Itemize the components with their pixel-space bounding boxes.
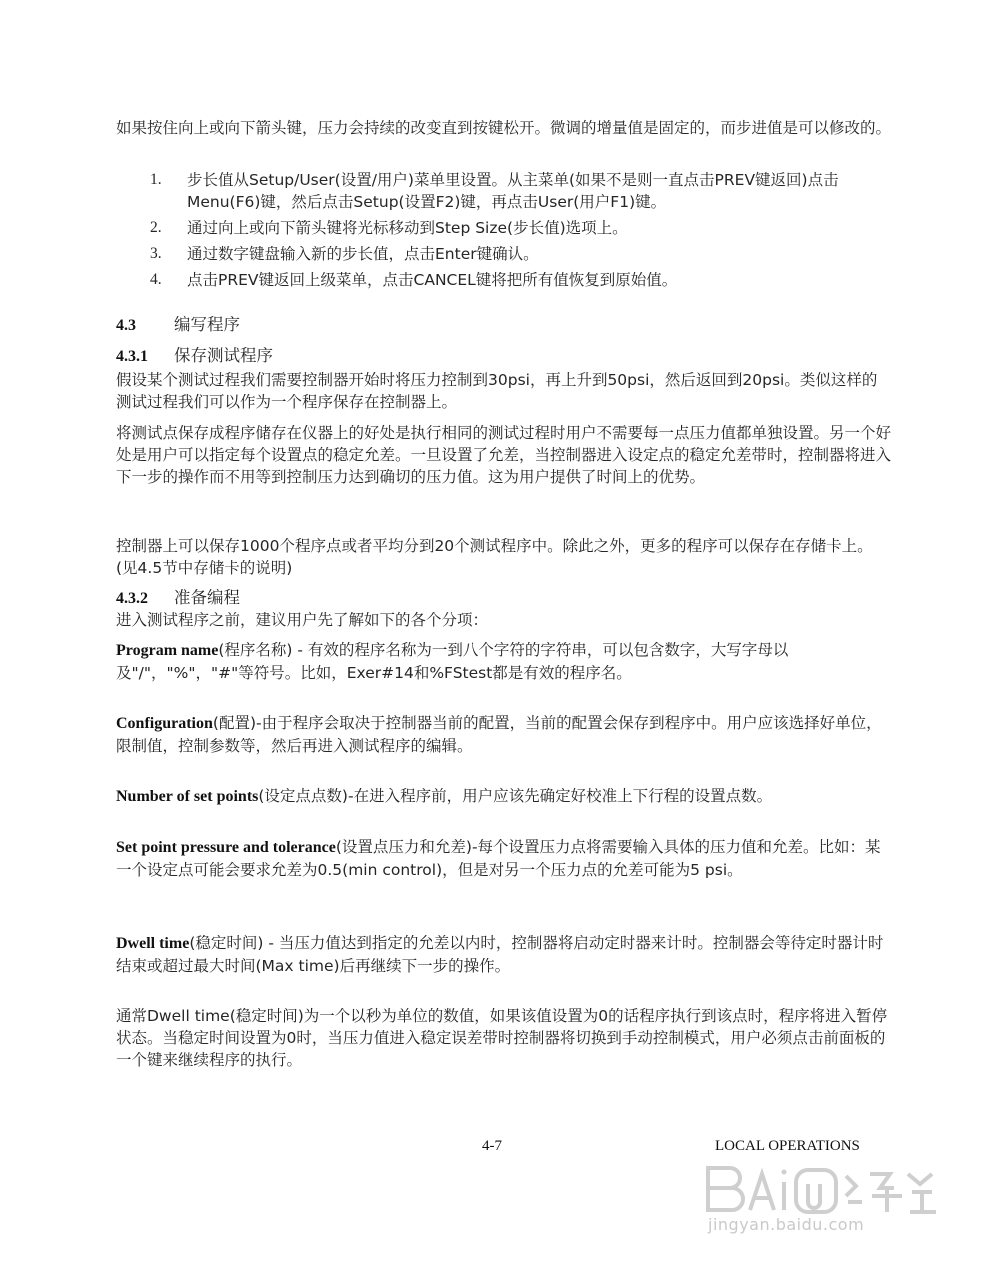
definition-description: (设定点点数)-在进入程序前，用户应该先确定好校准上下行程的设置点数。 — [258, 787, 773, 805]
definition-description: (稳定时间) - 当压力值达到指定的允差以内时，控制器将启动定时器来计时。控制器会等待定时器计时结束或超过最大时间(Max time)后再继续下一步的操作。 — [116, 934, 884, 975]
step-number: 4. — [150, 271, 162, 288]
section-number: 4.3.1 — [116, 348, 148, 365]
step-text: 步长值从Setup/User(设置/用户)菜单里设置。从主菜单(如果不是则一直点击PREV键返回)点击Menu(F6)键，然后点击Setup(设置F2)键，再点击User(用户F1)键。 — [187, 171, 839, 211]
step-text: 点击PREV键返回上级菜单，点击CANCEL键将把所有值恢复到原始值。 — [187, 271, 678, 289]
section-title: 保存测试程序 — [174, 346, 273, 365]
list-item — [150, 169, 890, 213]
definition-item — [116, 932, 891, 977]
definition-item — [116, 785, 891, 808]
section-heading-4-3-1 — [116, 345, 273, 368]
paragraph: 将测试点保存成程序储存在仪器上的好处是执行相同的测试过程时用户不需要每一点压力值都单独设置。另一个好处是用户可以指定每个设置点的稳定允差。一旦设置了允差，当控制器进入设定点的稳定允差带时，控制器将进入下一步的操作而不用等到控制压力达到确切的压力值。这为用户提供了时间上的优势。 — [116, 424, 892, 486]
definition-term: Number of set points — [116, 788, 259, 805]
definition-item — [116, 639, 891, 684]
definition-description: (配置)-由于程序会取决于控制器当前的配置，当前的配置会保存到程序中。用户应该选择好单位，限制值，控制参数等，然后再进入测试程序的编辑。 — [116, 714, 882, 755]
section-number: 4.3.2 — [116, 590, 148, 607]
closing-paragraph: 通常Dwell time(稳定时间)为一个以秒为单位的数值，如果该值设置为0的话程序执行到该点时，程序将进入暂停状态。当稳定时间设置为0时，当压力值进入稳定误差带时控制器将切换到手动控制模式，用户必须点击前面板的一个键来继续程序的执行。 — [116, 1007, 888, 1069]
list-item — [150, 243, 890, 265]
step-text: 通过向上或向下箭头键将光标移动到Step Size(步长值)选项上。 — [187, 219, 628, 237]
definition-term: Dwell time — [116, 935, 190, 952]
definition-item — [116, 836, 891, 881]
step-text: 通过数字键盘输入新的步长值，点击Enter键确认。 — [187, 245, 539, 263]
section-heading-4-3 — [116, 314, 240, 337]
section-heading-4-3-2 — [116, 587, 240, 610]
list-item — [150, 217, 890, 239]
definition-term: Program name — [116, 642, 219, 659]
steps-list — [150, 169, 890, 291]
definition-description: (设置点压力和允差)-每个设置压力点将需要输入具体的压力值和允差。比如：某一个设定点可能会要求允差为0.5(min control)，但是对另一个压力点的允差可能为5 psi。 — [116, 838, 881, 879]
paragraph: 假设某个测试过程我们需要控制器开始时将压力控制到30psi，再上升到50psi，然后返回到20psi。类似这样的测试过程我们可以作为一个程序保存在控制器上。 — [116, 371, 878, 411]
section-title: 准备编程 — [174, 588, 240, 607]
intro-paragraph: 如果按住向上或向下箭头键，压力会持续的改变直到按键松开。微调的增量值是固定的，而步进值是可以修改的。 — [116, 119, 892, 137]
watermark-url: jingyan.baidu.com — [708, 1215, 865, 1234]
definition-description: (程序名称) - 有效的程序名称为一到八个字符的字符串，可以包含数字，大写字母以及"/"，"%"，"#"等符号。比如，Exer#14和%FStest都是有效的程序名。 — [116, 641, 789, 682]
footer-section-title: LOCAL OPERATIONS — [715, 1138, 860, 1154]
list-item — [150, 269, 890, 291]
step-number: 2. — [150, 219, 162, 236]
paragraph: 控制器上可以保存1000个程序点或者平均分到20个测试程序中。除此之外，更多的程序可以保存在存储卡上。(见4.5节中存储卡的说明) — [116, 537, 873, 577]
paragraph: 进入测试程序之前，建议用户先了解如下的各个分项： — [116, 611, 489, 629]
definition-item — [116, 712, 891, 757]
section-number: 4.3 — [116, 317, 136, 334]
definition-term: Set point pressure and tolerance — [116, 839, 336, 856]
definition-term: Configuration — [116, 715, 213, 732]
step-number: 1. — [150, 171, 162, 188]
step-number: 3. — [150, 245, 162, 262]
page-number: 4-7 — [482, 1138, 502, 1154]
section-title: 编写程序 — [174, 315, 240, 334]
